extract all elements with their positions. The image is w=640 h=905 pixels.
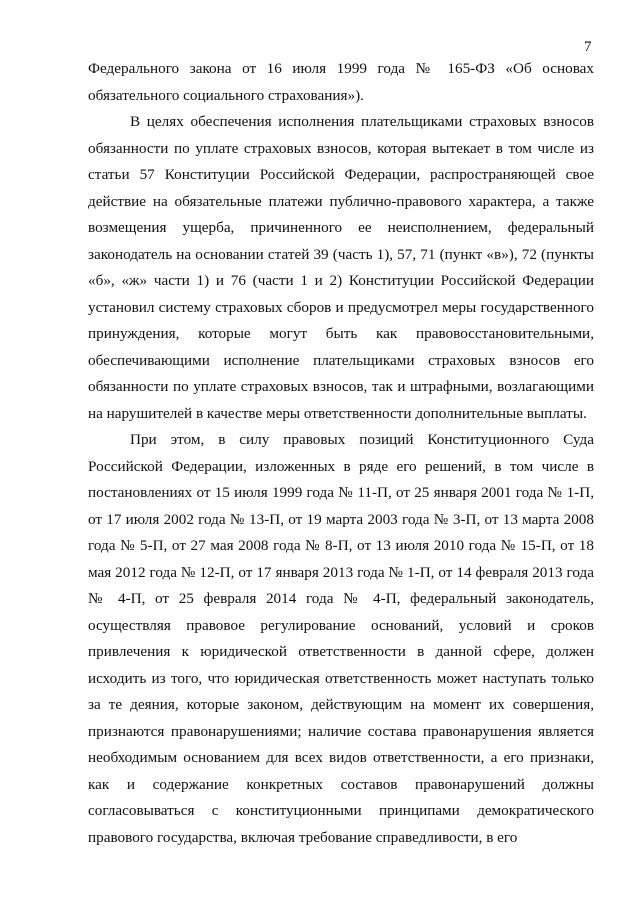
paragraph-insurance-obligations: В целях обеспечения исполнения плательщиками страховых взносов обязанности по уплате страховых взносов, которая вытекает в том числе из статьи 57 Конституции Российской Федерации, распространяющей свое действие на обязательные платежи публично-правового характера, а также возмещения ущерба, причиненного ее неисполнением, федеральный законодатель на основании статей 39 (часть 1), 57, 71 (пункт «в»), 72 (пункты «б», «ж» части 1) и 76 (части 1 и 2) Конституции Российской Федерации установил систему страховых сборов и предусмотрел меры государственного принуждения, которые могут быть как правовосстановительными, обеспечивающими исполнение плательщиками страховых взносов его обязанности по уплате страховых взносов, так и штрафными, возлагающими на нарушителей в качестве меры ответственности дополнительные выплаты. xyxy=(88,113,594,422)
paragraph-legal-positions: При этом, в силу правовых позиций Конституционного Суда Российской Федерации, изложенных в ряде его решений, в том числе в постановлениях от 15 июля 1999 года № 11-П, от 25 января 2001 года № 1-П, от 17 июля 2002 года № 13-П, от 19 марта 2003 года № 3-П, от 13 марта 2008 года № 5-П, от 27 мая 2008 года № 8-П, от 13 июля 2010 года № 15-П, от 18 мая 2012 года № 12-П, от 17 января 2013 года № 1-П, от 14 февраля 2013 года № 4-П, от 25 февраля 2014 года № 4-П, федеральный законодатель, осуществляя правовое регулирование оснований, условий и сроков привлечения к юридической ответственности в данной сфере, должен исходить из того, что юридическая ответственность может наступать только за те деяния, которые законом, действующим на момент их совершения, признаются правонарушениями; наличие состава правонарушения является необходимым основанием для всех видов ответственности, а его признаки, как и содержание конкретных составов правонарушений должны согласовываться с конституционными принципами демократического правового государства, включая требование справедливости, в его xyxy=(88,431,594,846)
page-number: 7 xyxy=(584,39,592,55)
paragraph-continuation: Федерального закона от 16 июля 1999 года № 165-ФЗ «Об основах обязательного социального страхования»). xyxy=(88,60,594,104)
body-text xyxy=(88,56,594,851)
